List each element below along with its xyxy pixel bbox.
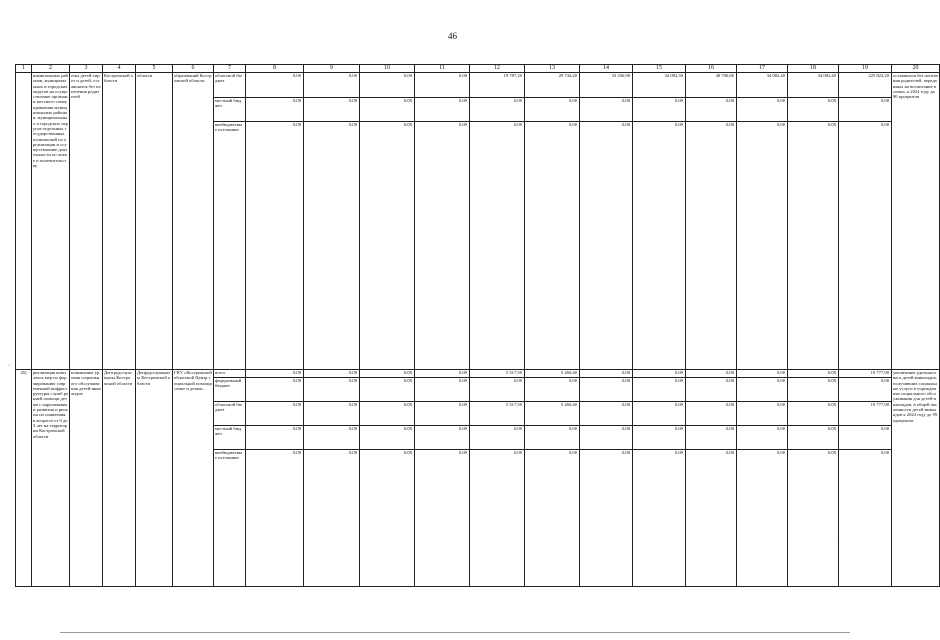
amount-cell: 0,00 xyxy=(304,450,360,587)
amount-cell: 0,00 xyxy=(580,378,633,402)
amount-cell: 0,00 xyxy=(633,378,686,402)
amount-cell: 0,00 xyxy=(737,426,788,450)
program-table xyxy=(15,64,940,587)
column-number: 16 xyxy=(686,65,737,73)
amount-cell: 0,00 xyxy=(788,370,839,378)
executor-cell: образований Костромской области xyxy=(173,73,214,370)
amount-cell: 0,00 xyxy=(360,426,415,450)
column-number: 12 xyxy=(470,65,525,73)
amount-cell: 0,00 xyxy=(839,426,892,450)
amount-cell: 0,00 xyxy=(360,450,415,587)
amount-cell: 0,00 xyxy=(580,98,633,122)
column-number: 7 xyxy=(214,65,246,73)
amount-cell: 0,00 xyxy=(580,402,633,426)
amount-cell: 225 822,20 xyxy=(839,73,892,98)
amount-cell: 0,00 xyxy=(737,402,788,426)
amount-cell: 5 260,40 xyxy=(525,402,580,426)
amount-cell: 0,00 xyxy=(737,370,788,378)
amount-cell: 0,00 xyxy=(246,426,304,450)
column-number: 19 xyxy=(839,65,892,73)
column-number: 20 xyxy=(892,65,940,73)
amount-cell: 0,00 xyxy=(246,370,304,378)
amount-cell: 0,00 xyxy=(304,73,360,98)
amount-cell: 5 517,50 xyxy=(470,402,525,426)
amount-cell: 0,00 xyxy=(580,450,633,587)
amount-cell: 19 787,20 xyxy=(470,73,525,98)
row-number-cell: 45) xyxy=(16,370,32,587)
amount-cell: 0,00 xyxy=(633,122,686,370)
amount-cell: 34 082,40 xyxy=(737,73,788,98)
amount-cell: 0,00 xyxy=(839,378,892,402)
amount-cell: 0,00 xyxy=(246,450,304,587)
amount-cell: 0,00 xyxy=(686,98,737,122)
column-number: 13 xyxy=(525,65,580,73)
scan-dot: · xyxy=(837,536,839,542)
amount-cell: 0,00 xyxy=(470,122,525,370)
amount-cell: 0,00 xyxy=(686,122,737,370)
amount-cell: 40 706,80 xyxy=(686,73,737,98)
amount-cell: 0,00 xyxy=(246,98,304,122)
amount-cell: 0,00 xyxy=(686,426,737,450)
amount-cell: 0,00 xyxy=(737,378,788,402)
amount-cell: 0,00 xyxy=(304,98,360,122)
amount-cell: 0,00 xyxy=(246,378,304,402)
amount-cell: 0,00 xyxy=(580,370,633,378)
funding-source-cell: внебюджетные источники xyxy=(214,122,246,370)
amount-cell: 0,00 xyxy=(304,426,360,450)
amount-cell: 0,00 xyxy=(633,98,686,122)
amount-cell: 0,00 xyxy=(470,450,525,587)
amount-cell: 0,00 xyxy=(580,122,633,370)
column-number: 9 xyxy=(304,65,360,73)
measure-name-cell: реализация комплекса мер по формированию современной инфраструктуры служб ранней помощи детям с нарушениями развития и риском их появления в возрасте от 0 до 3 лет на территории Костромской области xyxy=(32,370,70,587)
table-row xyxy=(16,370,940,378)
funding-source-cell: областной бюджет xyxy=(214,73,246,98)
column-number: 11 xyxy=(415,65,470,73)
scan-dot: · xyxy=(8,363,10,369)
amount-cell: 0,00 xyxy=(633,402,686,426)
amount-cell: 0,00 xyxy=(415,402,470,426)
page-edge-line xyxy=(60,632,850,633)
amount-cell: 0,00 xyxy=(360,122,415,370)
amount-cell: 34 082,30 xyxy=(633,73,686,98)
expected-result-cell: увеличение удельного веса детей-инвалидов, получивших социальные услуги в учреждениях социального обслуживания для детей-инвалидов, в общей численности детей-инвалидов к 2024 году до 99 процентов xyxy=(892,370,940,587)
amount-cell: 0,00 xyxy=(304,378,360,402)
column-number: 15 xyxy=(633,65,686,73)
amount-cell: 0,00 xyxy=(737,98,788,122)
amount-cell: 0,00 xyxy=(246,122,304,370)
amount-cell: 0,00 xyxy=(686,402,737,426)
amount-cell: 0,00 xyxy=(788,426,839,450)
participant-cell: области xyxy=(136,73,173,370)
amount-cell: 0,00 xyxy=(788,402,839,426)
amount-cell: 0,00 xyxy=(360,370,415,378)
amount-cell: 0,00 xyxy=(360,98,415,122)
funding-source-cell: федеральный бюджет xyxy=(214,378,246,402)
amount-cell: 0,00 xyxy=(415,426,470,450)
amount-cell: 0,00 xyxy=(788,98,839,122)
amount-cell: 5 517,50 xyxy=(470,370,525,378)
amount-cell: 0,00 xyxy=(788,378,839,402)
column-number-row xyxy=(16,65,940,73)
amount-cell: 0,00 xyxy=(470,378,525,402)
amount-cell: 0,00 xyxy=(415,450,470,587)
amount-cell: 0,00 xyxy=(415,378,470,402)
expected-result-cell: оставшихся без попечения родителей, переданных на воспитание в семьи, к 2024 году до 90 процентов xyxy=(892,73,940,370)
funding-source-cell: всего xyxy=(214,370,246,378)
amount-cell: 0,00 xyxy=(415,370,470,378)
purpose-cell: повышение уровня социального обслуживания детей-инвалидов xyxy=(70,370,103,587)
amount-cell: 29 744,20 xyxy=(525,73,580,98)
participant-cell: Депрудсоцзащиты Костромской области xyxy=(136,370,173,587)
amount-cell: 0,00 xyxy=(304,122,360,370)
column-number: 6 xyxy=(173,65,214,73)
amount-cell: 0,00 xyxy=(525,378,580,402)
amount-cell: 0,00 xyxy=(246,73,304,98)
amount-cell: 0,00 xyxy=(525,426,580,450)
amount-cell: 0,00 xyxy=(686,450,737,587)
amount-cell: 0,00 xyxy=(839,98,892,122)
responsible-cell: Костромской области xyxy=(103,73,136,370)
amount-cell: 0,00 xyxy=(839,450,892,587)
amount-cell: 0,00 xyxy=(360,378,415,402)
row-number-cell xyxy=(16,73,32,370)
amount-cell: 0,00 xyxy=(580,426,633,450)
table-row xyxy=(16,73,940,98)
column-number: 10 xyxy=(360,65,415,73)
measure-name-cell: нимипальных районов, муниципальных и городских округов на осуществление органами местного самоуправления муниципальных районов, муниципальных и городских округов отдельных государственных полномочий по организации и осуществлению деятельности по опеке и попечительству xyxy=(32,73,70,370)
amount-cell: 10 777,90 xyxy=(839,402,892,426)
column-number: 5 xyxy=(136,65,173,73)
amount-cell: 0,00 xyxy=(839,122,892,370)
funding-source-cell: местный бюджет xyxy=(214,426,246,450)
amount-cell: 0,00 xyxy=(788,450,839,587)
executor-cell: ГКУ «Костромской областной Центр социальной помощи семье и детям» xyxy=(173,370,214,587)
amount-cell: 0,00 xyxy=(633,426,686,450)
amount-cell: 0,00 xyxy=(737,122,788,370)
funding-source-cell: внебюджетные источники xyxy=(214,450,246,587)
funding-source-cell: областной бюджет xyxy=(214,402,246,426)
column-number: 1 xyxy=(16,65,32,73)
amount-cell: 33 336,90 xyxy=(580,73,633,98)
amount-cell: 0,00 xyxy=(737,450,788,587)
column-number: 2 xyxy=(32,65,70,73)
amount-cell: 0,00 xyxy=(360,402,415,426)
amount-cell: 0,00 xyxy=(415,73,470,98)
amount-cell: 0,00 xyxy=(525,450,580,587)
amount-cell: 0,00 xyxy=(525,98,580,122)
amount-cell: 0,00 xyxy=(470,98,525,122)
funding-source-cell: местный бюджет xyxy=(214,98,246,122)
amount-cell: 0,00 xyxy=(304,402,360,426)
responsible-cell: Дептрудсоцзащиты Костромской области xyxy=(103,370,136,587)
amount-cell: 0,00 xyxy=(525,122,580,370)
column-number: 17 xyxy=(737,65,788,73)
column-number: 4 xyxy=(103,65,136,73)
amount-cell: 10 777,90 xyxy=(839,370,892,378)
amount-cell: 0,00 xyxy=(686,378,737,402)
amount-cell: 0,00 xyxy=(304,370,360,378)
amount-cell: 0,00 xyxy=(246,402,304,426)
column-number: 14 xyxy=(580,65,633,73)
amount-cell: 0,00 xyxy=(633,370,686,378)
amount-cell: 0,00 xyxy=(415,98,470,122)
amount-cell: 34 082,40 xyxy=(788,73,839,98)
column-number: 18 xyxy=(788,65,839,73)
page-number: 46 xyxy=(448,31,457,41)
column-number: 8 xyxy=(246,65,304,73)
amount-cell: 0,00 xyxy=(633,450,686,587)
column-number: 3 xyxy=(70,65,103,73)
amount-cell: 0,00 xyxy=(470,426,525,450)
amount-cell: 0,00 xyxy=(788,122,839,370)
amount-cell: 5 260,40 xyxy=(525,370,580,378)
amount-cell: 0,00 xyxy=(686,370,737,378)
purpose-cell: етка детей-сирот и детей, оставшихся без попечения родителей xyxy=(70,73,103,370)
amount-cell: 0,00 xyxy=(360,73,415,98)
amount-cell: 0,00 xyxy=(415,122,470,370)
